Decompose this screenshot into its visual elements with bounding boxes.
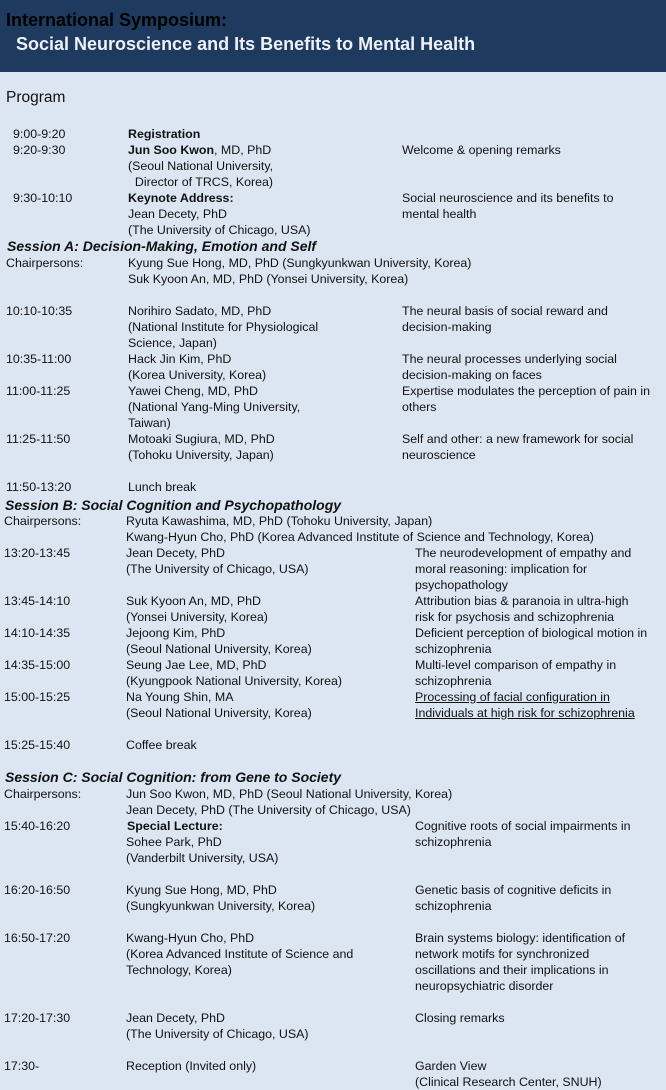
talk-topic: Self and other: a new framework for social [402, 432, 634, 446]
talk-topic: decision-making on faces [402, 368, 542, 382]
talk-topic-link[interactable]: Processing of facial configuration in [415, 690, 610, 704]
speaker-name: Sohee Park, PhD [126, 835, 222, 849]
speaker-affiliation: (Korea Advanced Institute of Science and [126, 947, 354, 961]
time-slot: 17:30- [4, 1059, 40, 1073]
time-slot: 9:00-9:20 [13, 127, 66, 141]
time-slot: 11:25-11:50 [6, 432, 71, 446]
time-slot: 11:00-11:25 [6, 384, 71, 398]
chairperson: Suk Kyoon An, MD, PhD (Yonsei University, Korea) [128, 272, 409, 286]
speaker-name: Suk Kyoon An, MD, PhD [126, 594, 261, 608]
talk-topic: moral reasoning: implication for [415, 562, 588, 576]
time-slot: 9:30-10:10 [13, 191, 73, 205]
break-label: Lunch break [128, 480, 197, 494]
time-slot: 14:10-14:35 [4, 626, 71, 640]
symposium-title: International Symposium: [6, 10, 228, 30]
talk-topic: Social neuroscience and its benefits to [402, 191, 614, 205]
speaker-affiliation: (Vanderbilt University, USA) [126, 851, 279, 865]
speaker-name: Yawei Cheng, MD, PhD [128, 384, 258, 398]
talk-topic: psychopathology [415, 578, 508, 592]
time-slot: 13:45-14:10 [4, 594, 71, 608]
speaker-affiliation: (The University of Chicago, USA) [128, 223, 311, 237]
speaker-affiliation: (National Yang-Ming University, [128, 400, 301, 414]
talk-topic: The neurodevelopment of empathy and [415, 546, 632, 560]
speaker-affiliation: (Kyungpook National University, Korea) [126, 674, 343, 688]
speaker-name: Seung Jae Lee, MD, PhD [126, 658, 267, 672]
talk-topic: The neural basis of social reward and [402, 304, 608, 318]
chairpersons-label: Chairpersons: [4, 514, 82, 528]
speaker-name: Jun Soo Kwon, MD, PhD [128, 143, 272, 157]
talk-topic: decision-making [402, 320, 492, 334]
talk-topic: Attribution bias & paranoia in ultra-high [415, 594, 629, 608]
talk-topic: others [402, 400, 437, 414]
time-slot: 16:20-16:50 [4, 883, 71, 897]
chairperson: Kwang-Hyun Cho, PhD (Korea Advanced Institute of Science and Technology, Korea) [126, 530, 594, 544]
talk-topic: network motifs for synchronized [415, 947, 590, 961]
speaker-name: Jejoong Kim, PhD [126, 626, 226, 640]
title-banner [0, 0, 666, 72]
time-slot: 10:10-10:35 [6, 304, 73, 318]
chairperson: Jean Decety, PhD (The University of Chicago, USA) [126, 803, 411, 817]
talk-topic: Deficient perception of biological motion in [415, 626, 648, 640]
speaker-affiliation: Technology, Korea) [126, 963, 232, 977]
talk-topic: Genetic basis of cognitive deficits in [415, 883, 612, 897]
talk-topic: schizophrenia [415, 835, 492, 849]
talk-topic: mental health [402, 207, 477, 221]
time-slot: 15:25-15:40 [4, 738, 71, 752]
time-slot: 15:00-15:25 [4, 690, 71, 704]
speaker-affiliation: Taiwan) [128, 416, 171, 430]
time-slot: 13:20-13:45 [4, 546, 71, 560]
speaker-affiliation: Science, Japan) [128, 336, 217, 350]
speaker-affiliation: (Yonsei University, Korea) [126, 610, 268, 624]
speaker-affiliation: (The University of Chicago, USA) [126, 562, 309, 576]
speaker-name: Kwang-Hyun Cho, PhD [126, 931, 255, 945]
speaker-affiliation: (Seoul National University, [128, 159, 274, 173]
speaker-affiliation: (The University of Chicago, USA) [126, 1027, 309, 1041]
talk-topic: Multi-level comparison of empathy in [415, 658, 617, 672]
speaker-name: Jean Decety, PhD [126, 546, 225, 560]
talk-topic: neuroscience [402, 448, 476, 462]
talk-topic-link[interactable]: Individuals at high risk for schizophrenia [415, 706, 635, 720]
special-lecture-label: Special Lecture: [127, 819, 223, 833]
talk-topic: Cognitive roots of social impairments in [415, 819, 631, 833]
talk-topic: schizophrenia [415, 674, 492, 688]
chairperson: Jun Soo Kwon, MD, PhD (Seoul National University, Korea) [126, 787, 453, 801]
time-slot: 14:35-15:00 [4, 658, 71, 672]
time-slot: 15:40-16:20 [4, 819, 71, 833]
session-title: Session B: Social Cognition and Psychopathology [5, 497, 342, 513]
symposium-subtitle: Social Neuroscience and Its Benefits to Mental Health [16, 34, 476, 54]
speaker-name: Motoaki Sugiura, MD, PhD [128, 432, 275, 446]
talk-topic: risk for psychosis and schizophrenia [415, 610, 615, 624]
speaker-affiliation: (Tohoku University, Japan) [128, 448, 274, 462]
venue-location: (Clinical Research Center, SNUH) [415, 1075, 602, 1089]
talk-topic: Expertise modulates the perception of pain in [402, 384, 650, 398]
speaker-affiliation: Director of TRCS, Korea) [128, 175, 274, 189]
talk-topic: neuropsychiatric disorder [415, 979, 554, 993]
break-label: Coffee break [126, 738, 197, 752]
speaker-name: Kyung Sue Hong, MD, PhD [126, 883, 277, 897]
speaker-name: Jean Decety, PhD [126, 1011, 225, 1025]
talk-topic: Closing remarks [415, 1011, 505, 1025]
keynote-label: Keynote Address: [128, 191, 234, 205]
speaker-affiliation: (Sungkyunkwan University, Korea) [126, 899, 316, 913]
time-slot: 16:50-17:20 [4, 931, 71, 945]
venue-name: Garden View [415, 1059, 487, 1073]
chairperson: Ryuta Kawashima, MD, PhD (Tohoku University, Japan) [126, 514, 433, 528]
speaker-affiliation: (National Institute for Physiological [128, 320, 319, 334]
time-slot: 10:35-11:00 [6, 352, 72, 366]
reception-label: Reception (Invited only) [126, 1059, 257, 1073]
speaker-affiliation: (Seoul National University, Korea) [126, 642, 312, 656]
speaker-affiliation: (Korea University, Korea) [128, 368, 267, 382]
chairpersons-label: Chairpersons: [4, 787, 82, 801]
session-title: Session A: Decision-Making, Emotion and Self [7, 238, 317, 254]
speaker-affiliation: (Seoul National University, Korea) [126, 706, 312, 720]
talk-topic: schizophrenia [415, 899, 492, 913]
talk-topic: oscillations and their implications in [415, 963, 609, 977]
time-slot: 17:20-17:30 [4, 1011, 71, 1025]
time-slot: 11:50-13:20 [6, 480, 72, 494]
speaker-name: Norihiro Sadato, MD, PhD [128, 304, 272, 318]
speaker-name: Na Young Shin, MA [126, 690, 234, 704]
session-title: Session C: Social Cognition: from Gene to Society [5, 769, 342, 785]
registration-label: Registration [128, 127, 201, 141]
chairperson: Kyung Sue Hong, MD, PhD (Sungkyunkwan University, Korea) [128, 256, 472, 270]
program-heading: Program [6, 89, 66, 106]
time-slot: 9:20-9:30 [13, 143, 66, 157]
talk-topic: Brain systems biology: identification of [415, 931, 626, 945]
chairpersons-label: Chairpersons: [6, 256, 84, 270]
speaker-name: Jean Decety, PhD [128, 207, 227, 221]
talk-topic: schizophrenia [415, 642, 492, 656]
talk-topic: The neural processes underlying social [402, 352, 617, 366]
speaker-name: Hack Jin Kim, PhD [128, 352, 232, 366]
talk-topic: Welcome & opening remarks [402, 143, 561, 157]
